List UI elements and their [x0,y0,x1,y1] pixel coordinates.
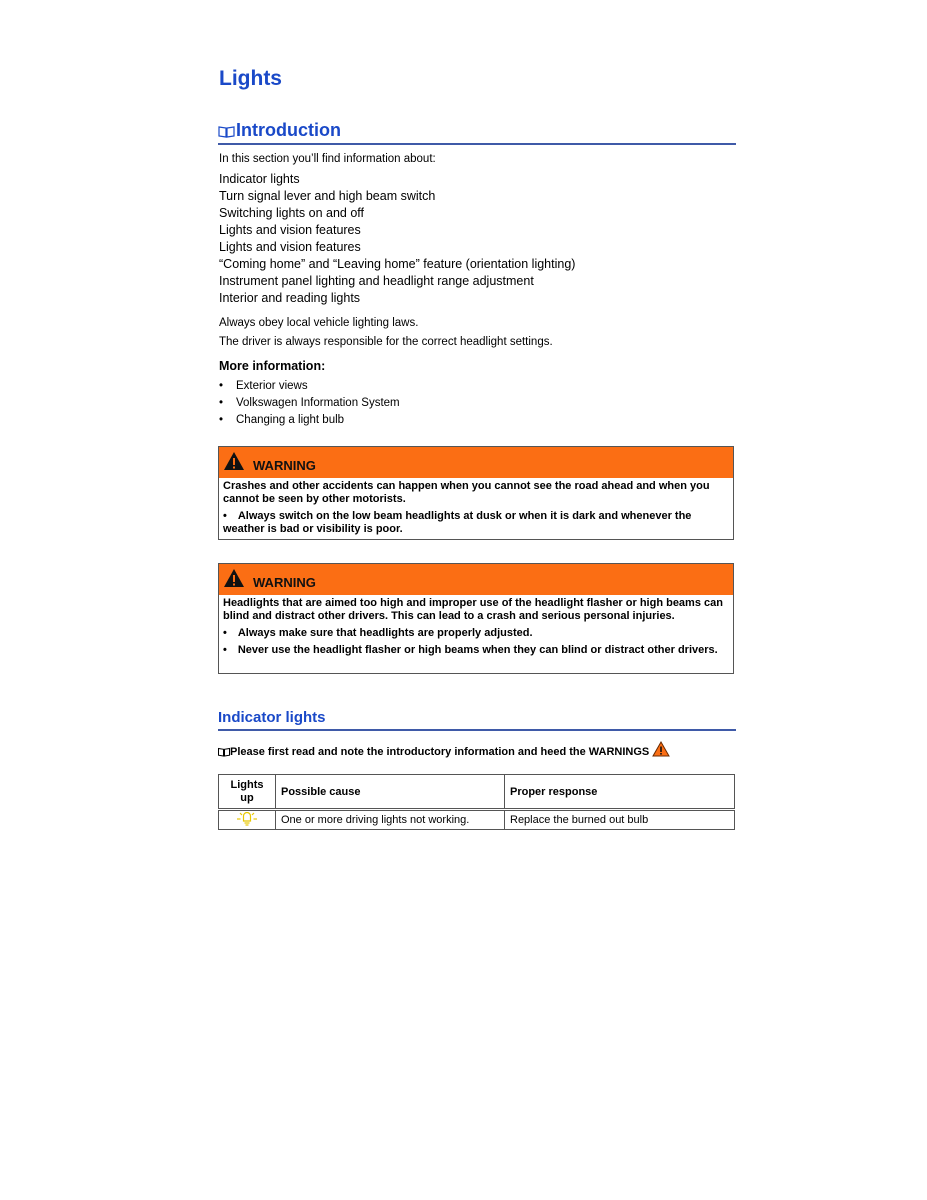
intro-lead: In this section you’ll find information about: [219,153,436,165]
indicator-lights-table [218,774,735,830]
warning-triangle-icon[interactable] [652,741,670,757]
bulb-failure-icon [236,812,258,826]
indicator-cell [219,810,276,830]
warning-body [219,478,733,536]
read-note-text: Please first read and note the introductory information and heed the WARNINGS [230,746,650,758]
warning-text: Crashes and other accidents can happen when you cannot see the road ahead and when you cannot be seen by other motorists. [223,480,710,505]
topic-item: “Coming home” and “Leaving home” feature (orientation lighting) [219,257,576,271]
topic-item: Lights and vision features [219,223,361,237]
warning-header [219,447,733,478]
more-information-heading: More information: [219,359,326,373]
table-row [219,810,735,830]
warning-bullet-text: Never use the headlight flasher or high beams when they can blind or distract other drivers. [237,644,718,656]
read-note [218,741,670,758]
warning-bullet [223,627,727,640]
warning-box [218,563,734,674]
warning-bullet-text: Always make sure that headlights are properly adjusted. [237,627,533,639]
more-information-list [219,380,400,431]
introduction-heading [218,120,736,145]
possible-cause-cell: One or more driving lights not working. [276,810,505,830]
warning-title: WARNING [253,458,316,473]
note-lighting-laws: Always obey local vehicle lighting laws. [219,317,419,329]
page-title: Lights [219,67,282,90]
more-info-link-changing-bulb[interactable]: • Changing a light bulb [219,414,400,431]
more-info-link-exterior-views[interactable]: • Exterior views [219,380,400,397]
note-driver-responsible: The driver is always responsible for the correct headlight settings. [219,336,553,348]
column-header-possible-cause: Possible cause [276,775,505,810]
warning-bullet [223,510,727,536]
warning-header [219,564,733,595]
warning-triangle-icon [223,568,245,588]
table-header-row [219,775,735,810]
warning-body [219,595,733,657]
topic-item: Interior and reading lights [219,291,361,305]
column-header-lights-up: Lights up [219,775,276,810]
topic-item: Instrument panel lighting and headlight range adjustment [219,274,534,288]
warning-text: Headlights that are aimed too high and improper use of the headlight flasher or high beams can blind and distract other drivers. This can lead to a crash and serious personal injuries. [223,597,723,622]
more-info-link-information-system[interactable]: • Volkswagen Information System [219,397,400,414]
warning-bullet [223,644,727,657]
topic-item: Turn signal lever and high beam switch [219,189,436,203]
topic-item: Indicator lights [219,172,300,186]
column-header-proper-response: Proper response [505,775,735,810]
warning-bullet-text: Always switch on the low beam headlights at dusk or when it is dark and whenever the weather is bad or visibility is poor. [223,510,692,535]
indicator-lights-heading: Indicator lights [218,709,736,731]
warning-triangle-icon [223,451,245,471]
topic-item: Lights and vision features [219,240,361,254]
warning-title: WARNING [253,575,316,590]
introduction-heading-text: Introduction [236,120,341,140]
book-icon [218,125,235,138]
book-icon [218,747,230,757]
topic-item: Switching lights on and off [219,206,365,220]
proper-response-cell: Replace the burned out bulb [505,810,735,830]
warning-box [218,446,734,540]
